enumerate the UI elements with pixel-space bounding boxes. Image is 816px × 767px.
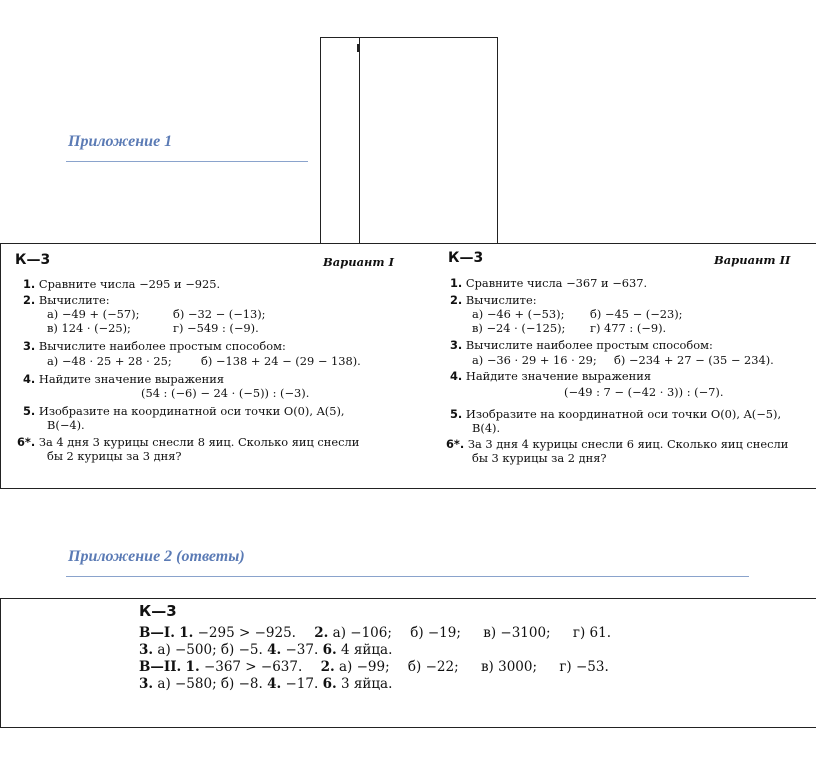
variant-1-code: К—3 [15, 252, 51, 268]
answers-card [0, 598, 816, 728]
answers-v1-line2: 3. а) −500; б) −5. 4. −37. 6. 4 яйца. [139, 642, 393, 658]
v2-q2a: а) −46 + (−53); [472, 307, 565, 321]
table-divider [359, 38, 360, 244]
v2-q5b: B(4). [472, 421, 501, 435]
v1-q4-expr: (54 : (−6) − 24 · (−5)) : (−3). [141, 386, 310, 400]
v2-q6b: бы 3 курицы за 2 дня? [472, 451, 607, 465]
v1-q4: 4. Найдите значение выражения [23, 372, 225, 386]
answers-v1-line1: В—I. 1. −295 > −925. 2. а) −106; б) −19; в) −3100; г) 61. [139, 625, 611, 641]
answers-code: К—3 [139, 602, 177, 620]
v1-q2c: в) 124 · (−25); [47, 321, 131, 335]
appendix-2-underline [66, 576, 749, 577]
variant-1-label: Вариант I [323, 255, 394, 269]
v2-q3b: б) −234 + 27 − (35 − 234). [614, 353, 774, 367]
v1-q6b: бы 2 курицы за 3 дня? [47, 449, 182, 463]
v2-q4-expr: (−49 : 7 − (−42 · 3)) : (−7). [564, 385, 724, 399]
v1-q2a: а) −49 + (−57); [47, 307, 140, 321]
v2-q1: 1. Сравните числа −367 и −637. [450, 276, 648, 290]
variant-1-card [0, 243, 426, 489]
v1-q5b: B(−4). [47, 418, 85, 432]
v2-q5: 5. Изобразите на координатной оси точки O(0), A(−5), [450, 407, 782, 421]
variant-2-code: К—3 [448, 250, 484, 266]
v1-q2d: г) −549 : (−9). [173, 321, 259, 335]
v1-q5: 5. Изобразите на координатной оси точки O(0), A(5), [23, 404, 345, 418]
v2-q6: 6*. За 3 дня 4 курицы снесли 6 яиц. Сколько яиц снесли [446, 437, 789, 451]
answers-v2-line1: В—II. 1. −367 > −637. 2. а) −99; б) −22; в) 3000; г) −53. [139, 659, 609, 675]
appendix-2-title: Приложение 2 (ответы) [68, 548, 245, 565]
appendix-1-title: Приложение 1 [68, 133, 173, 150]
answers-v2-line2: 3. а) −580; б) −8. 4. −17. 6. 3 яйца. [139, 676, 393, 692]
v2-q3: 3. Вычислите наиболее простым способом: [450, 338, 713, 352]
v1-q3: 3. Вычислите наиболее простым способом: [23, 339, 286, 353]
v1-q6: 6*. За 4 дня 3 курицы снесли 8 яиц. Сколько яиц снесли [17, 435, 360, 449]
v2-q2b: б) −45 − (−23); [590, 307, 683, 321]
v1-q3a: а) −48 · 25 + 28 · 25; [47, 354, 172, 368]
v1-q2: 2. Вычислите: [23, 293, 110, 307]
v1-q3b: б) −138 + 24 − (29 − 138). [201, 354, 361, 368]
top-table [320, 37, 498, 245]
v2-q2c: в) −24 · (−125); [472, 321, 566, 335]
variant-2-label: Вариант II [714, 253, 791, 267]
v1-q1: 1. Сравните числа −295 и −925. [23, 277, 221, 291]
table-mark [357, 44, 359, 52]
v2-q2d: г) 477 : (−9). [590, 321, 667, 335]
v1-q2b: б) −32 − (−13); [173, 307, 266, 321]
variant-2-card [424, 243, 816, 489]
v2-q3a: а) −36 · 29 + 16 · 29; [472, 353, 597, 367]
v2-q2: 2. Вычислите: [450, 293, 537, 307]
appendix-1-underline [66, 161, 308, 162]
v2-q4: 4. Найдите значение выражения [450, 369, 652, 383]
